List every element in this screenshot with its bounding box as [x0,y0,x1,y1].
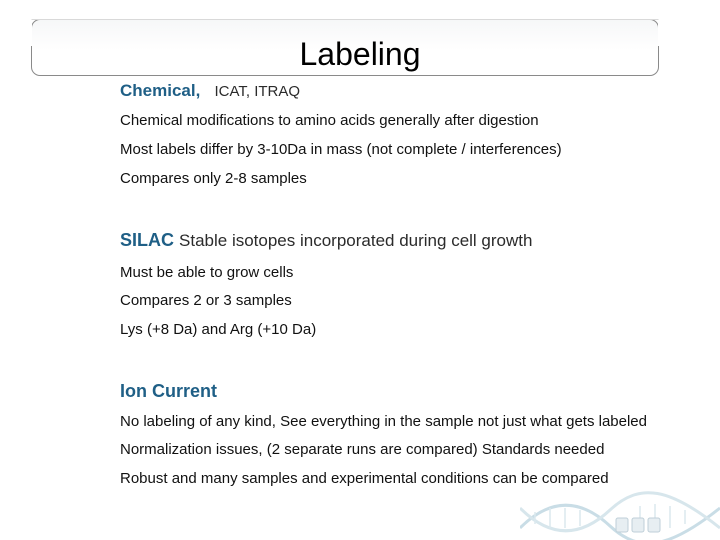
section-subheading-silac: Stable isotopes incorporated during cell growth [179,231,533,250]
dna-helix-watermark-icon [520,488,720,540]
list-item: Lys (+8 Da) and Arg (+10 Da) [120,321,317,338]
section-subheading-chemical: ICAT, ITRAQ [214,83,301,100]
list-item: Normalization issues, (2 separate runs are compared) Standards needed [120,441,605,458]
list-item: Compares 2 or 3 samples [120,292,292,309]
section-heading-ion-current: Ion Current [120,381,217,401]
section-silac-header [120,230,532,251]
section-chemical-header [120,81,300,101]
list-item: Chemical modifications to amino acids generally after digestion [120,112,539,129]
section-ion-current-header [120,381,217,402]
slide-title: Labeling [299,36,421,72]
section-heading-chemical: Chemical, [120,81,201,100]
list-item: Robust and many samples and experimental conditions can be compared [120,470,609,487]
list-item: Compares only 2-8 samples [120,170,307,187]
section-heading-silac: SILAC [120,230,174,250]
list-item: Must be able to grow cells [120,264,294,281]
list-item: Most labels differ by 3-10Da in mass (not complete / interferences) [120,141,562,158]
list-item: No labeling of any kind, See everything in the sample not just what gets labeled [120,413,647,430]
